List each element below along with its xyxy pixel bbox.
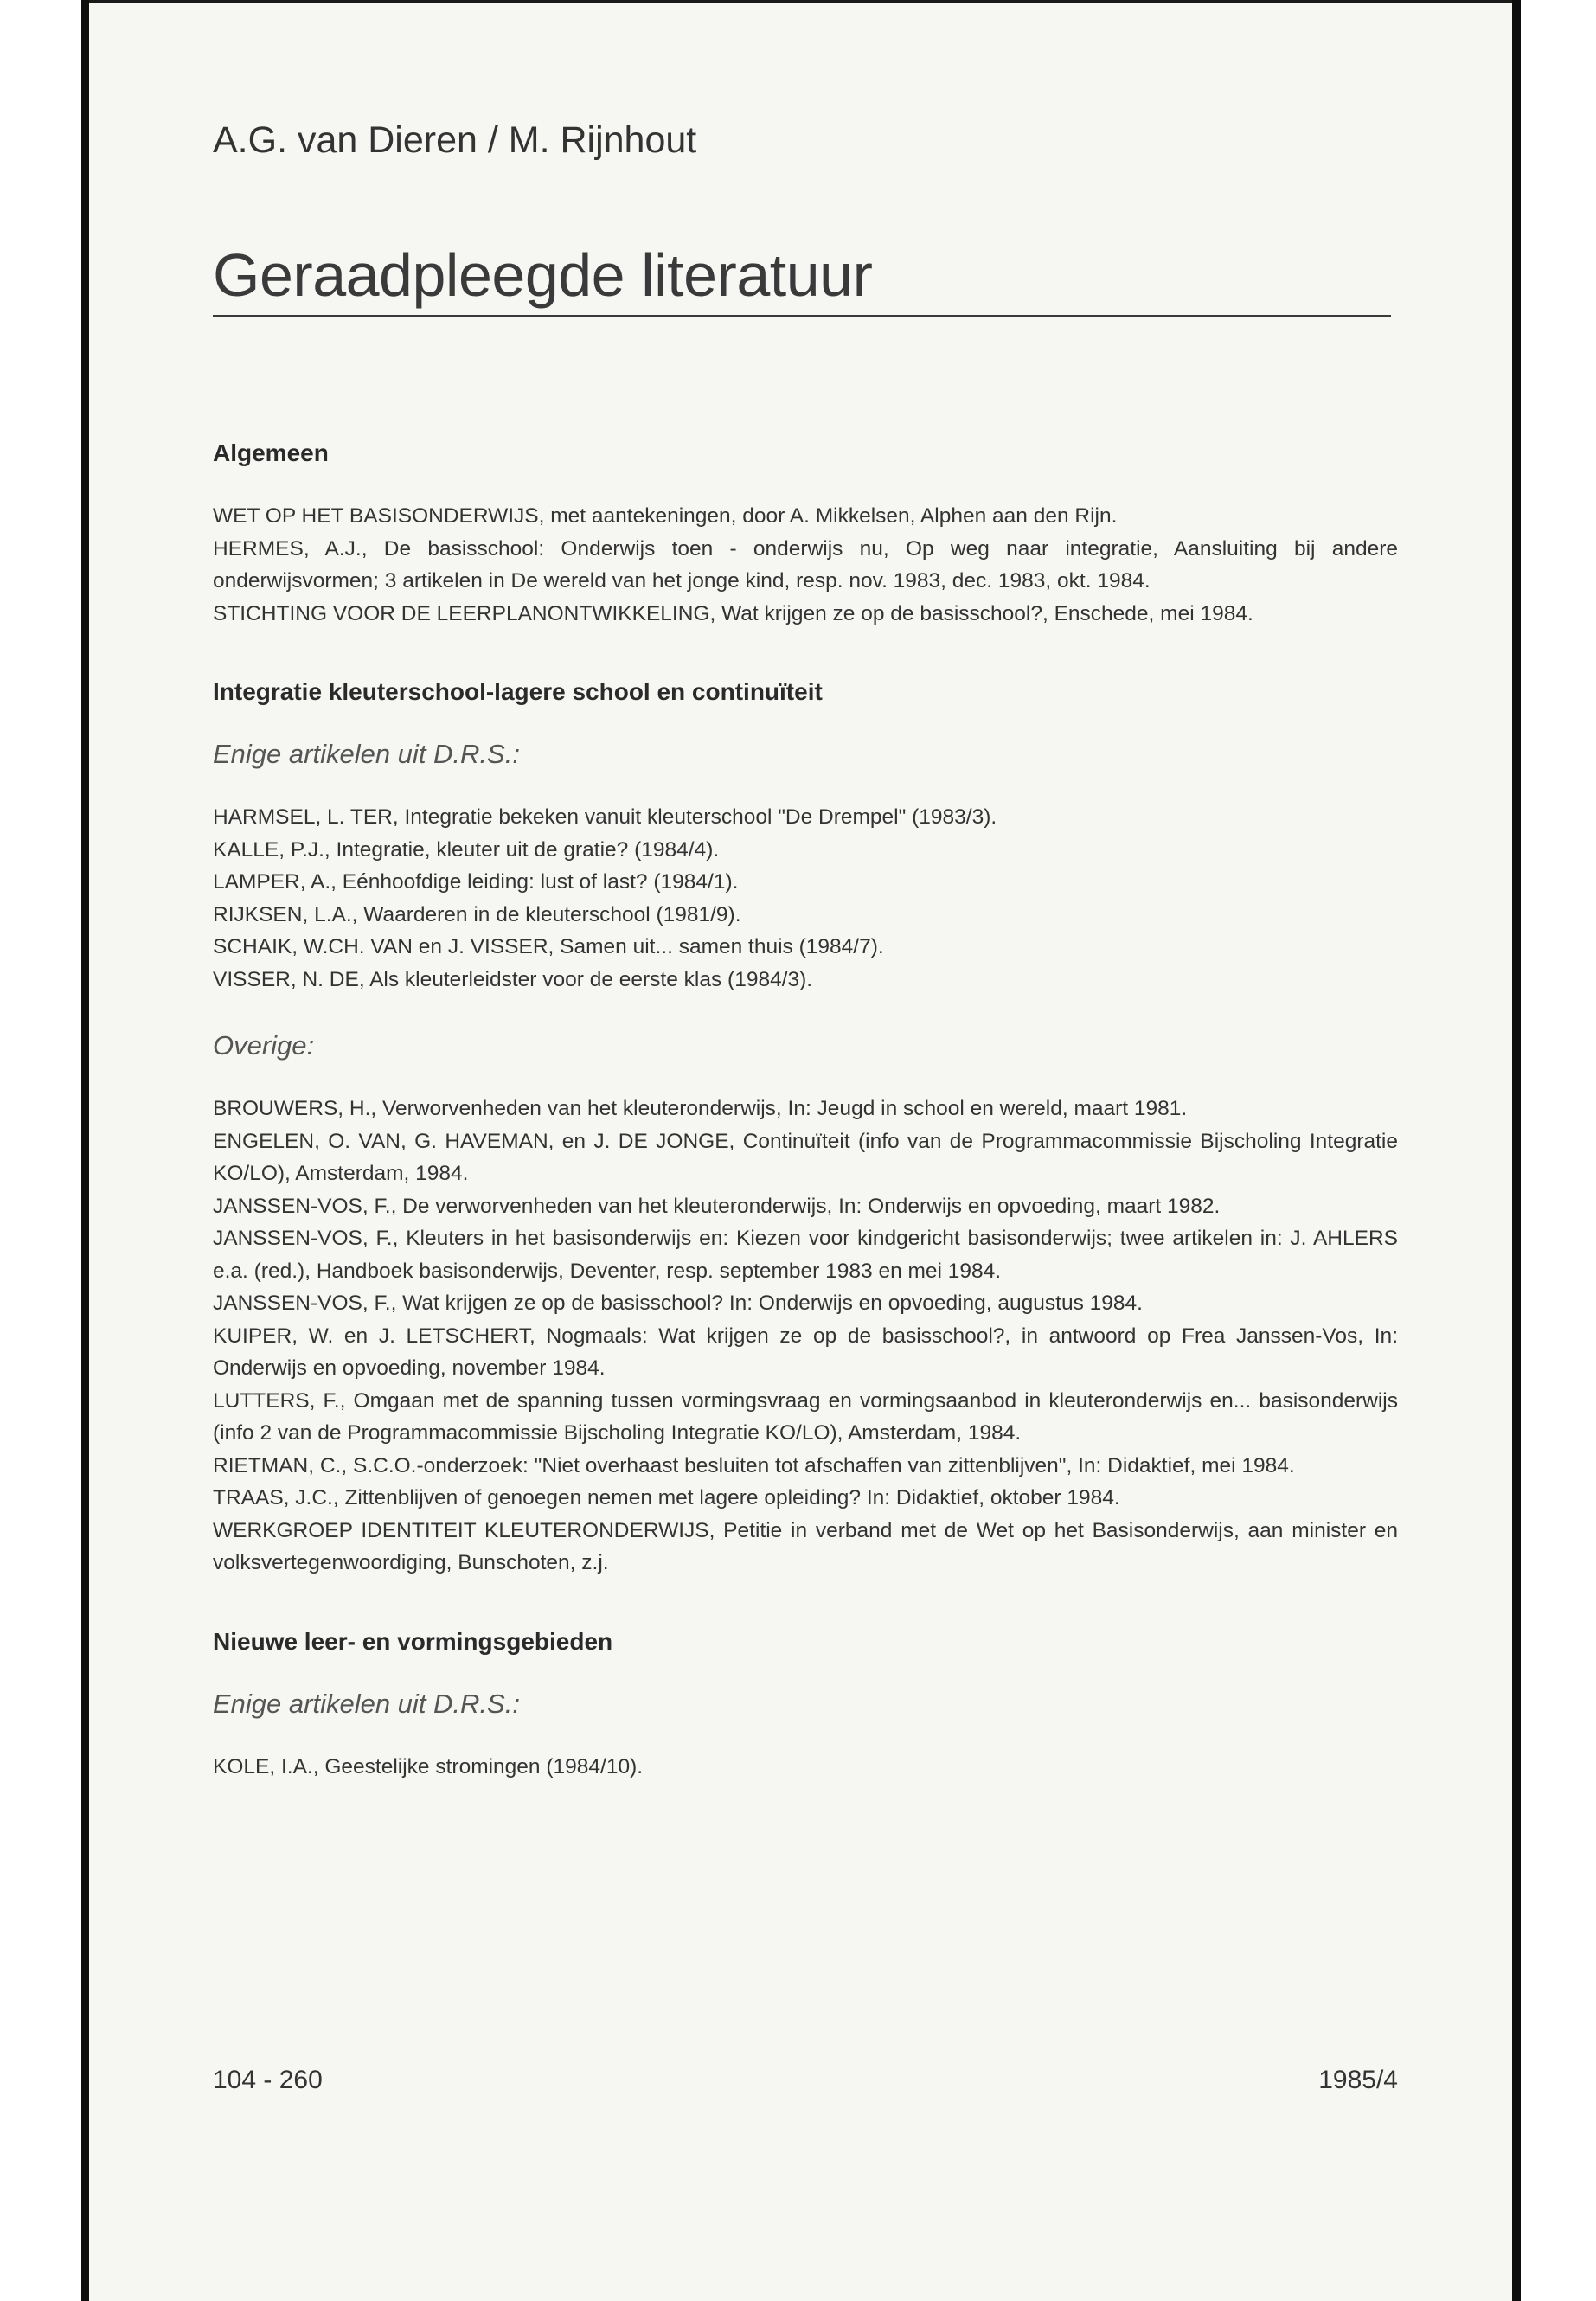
reference-item: JANSSEN-VOS, F., Wat krijgen ze op de basisschool? In: Onderwijs en opvoeding, augustus 1984.: [213, 1292, 1143, 1315]
reference-item: STICHTING VOOR DE LEERPLANONTWIKKELING, Wat krijgen ze op de basisschool?, Enschede, mei 1984.: [213, 601, 1253, 625]
reference-item: RIJKSEN, L.A., Waarderen in de kleuterschool (1981/9).: [213, 902, 741, 926]
reference-item: HARMSEL, L. TER, Integratie bekeken vanuit kleuterschool "De Drempel" (1983/3).: [213, 805, 997, 829]
page-title: Geraadpleegde literatuur: [213, 241, 873, 309]
reference-item: WERKGROEP IDENTITEIT KLEUTERONDERWIJS, Petitie in verband met de Wet op het Basisonderwijs, aan minister en volksvertegenwoordiging, Bunschoten, z.j.: [213, 1518, 1398, 1574]
bibliography: [213, 439, 1398, 1783]
reference-item: BROUWERS, H., Verworvenheden van het kleuteronderwijs, In: Jeugd in school en wereld, maart 1981.: [213, 1097, 1188, 1120]
section-heading-integratie: Integratie kleuterschool-lagere school en continuïteit: [213, 678, 823, 705]
reference-item: HERMES, A.J., De basisschool: Onderwijs toen - onderwijs nu, Op weg naar integratie, Aansluiting bij andere onderwijsvormen; 3 artikelen in De wereld van het jonge kind, resp. nov. 1983, dec. 1983, okt. 1984.: [213, 536, 1398, 593]
reference-item: LUTTERS, F., Omgaan met de spanning tussen vormingsvraag en vormingsaanbod in kleuteronderwijs en... basisonderwijs (info 2 van de Programmacommissie Bijscholing Integratie KO/LO), Amsterdam, 1984.: [213, 1388, 1398, 1445]
reference-item: RIETMAN, C., S.C.O.-onderzoek: "Niet overhaast besluiten tot afschaffen van zittenblijven", In: Didaktief, mei 1984.: [213, 1453, 1295, 1477]
page-content: [213, 0, 1398, 2301]
reference-item: WET OP HET BASISONDERWIJS, met aantekeningen, door A. Mikkelsen, Alphen aan den Rijn.: [213, 504, 1118, 528]
issue-number: 1985/4: [1318, 2066, 1398, 2094]
subheading-drs-articles: Enige artikelen uit D.R.S.:: [213, 739, 520, 769]
reference-item: ENGELEN, O. VAN, G. HAVEMAN, en J. DE JONGE, Continuïteit (info van de Programmacommissie Bijscholing Integratie KO/LO), Amsterdam, 1984.: [213, 1129, 1398, 1185]
reference-item: SCHAIK, W.CH. VAN en J. VISSER, Samen uit... samen thuis (1984/7).: [213, 935, 884, 958]
reference-item: KUIPER, W. en J. LETSCHERT, Nogmaals: Wat krijgen ze op de basisschool?, in antwoord op Frea Janssen-Vos, In: Onderwijs en opvoeding, november 1984.: [213, 1324, 1398, 1380]
reference-item: KALLE, P.J., Integratie, kleuter uit de gratie? (1984/4).: [213, 837, 720, 862]
reference-item: LAMPER, A., Eénhoofdige leiding: lust of last? (1984/1).: [213, 870, 739, 894]
section-heading-algemeen: Algemeen: [213, 439, 329, 466]
reference-item: TRAAS, J.C., Zittenblijven of genoegen nemen met lagere opleiding? In: Didaktief, oktober 1984.: [213, 1486, 1120, 1509]
title-underline: [213, 315, 1391, 317]
subheading-overige: Overige:: [213, 1030, 315, 1061]
authors: A.G. van Dieren / M. Rijnhout: [213, 119, 697, 161]
scan-edge-right: [1512, 0, 1521, 2301]
scan-edge-left: [81, 0, 89, 2301]
reference-item: JANSSEN-VOS, F., De verworvenheden van het kleuteronderwijs, In: Onderwijs en opvoeding, maart 1982.: [213, 1194, 1221, 1218]
page-number: 104 - 260: [213, 2066, 323, 2094]
reference-item: JANSSEN-VOS, F., Kleuters in het basisonderwijs en: Kiezen voor kindgericht basisonderwijs; twee artikelen in: J. AHLERS e.a. (red.), Handboek basisonderwijs, Deventer, resp. september 1983 en mei 1984.: [213, 1227, 1398, 1283]
reference-item: KOLE, I.A., Geestelijke stromingen (1984/10).: [213, 1754, 644, 1779]
subheading-drs-articles: Enige artikelen uit D.R.S.:: [213, 1688, 520, 1719]
section-heading-nieuwe: Nieuwe leer- en vormingsgebieden: [213, 1627, 613, 1655]
reference-item: VISSER, N. DE, Als kleuterleidster voor de eerste klas (1984/3).: [213, 967, 813, 991]
